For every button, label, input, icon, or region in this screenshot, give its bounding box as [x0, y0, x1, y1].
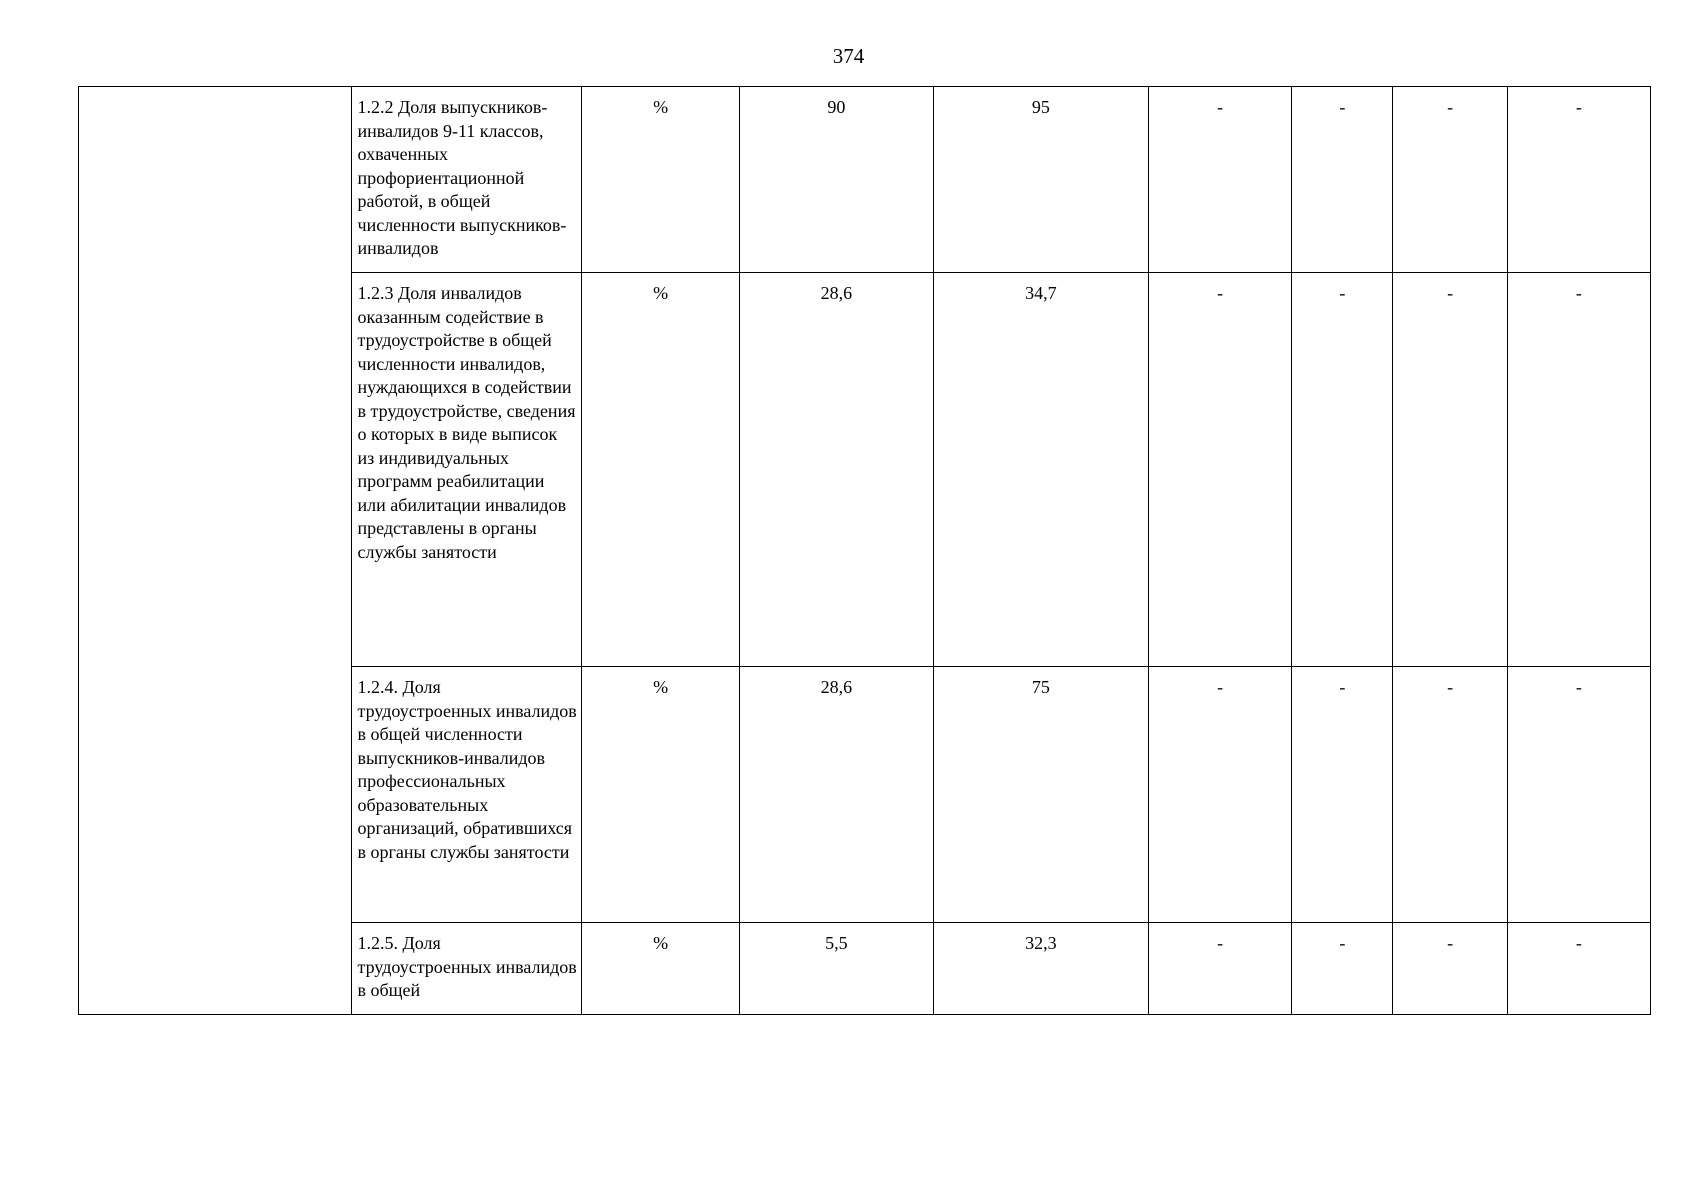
indicator-cell: 1.2.3 Доля инвалидов оказанным содействие в трудоустройстве в общей численности инвалидов, нуждающихся в содействии в трудоустройстве, сведения о которых в виде выписок из индивидуальных программ реабилитации или абилитации инвалидов представлены в органы службы занятости	[351, 273, 581, 667]
value-cell: -	[1149, 87, 1292, 273]
value-cell: -	[1292, 667, 1393, 923]
value-cell: -	[1507, 273, 1650, 667]
value-cell: -	[1149, 923, 1292, 1015]
value-cell: 75	[933, 667, 1148, 923]
value-cell: -	[1149, 667, 1292, 923]
value-cell: 28,6	[740, 667, 933, 923]
value-cell: 28,6	[740, 273, 933, 667]
value-cell: -	[1292, 273, 1393, 667]
value-cell: -	[1507, 87, 1650, 273]
table-row	[79, 87, 1651, 273]
indicator-table	[78, 86, 1651, 1015]
indicator-cell: 1.2.5. Доля трудоустроенных инвалидов в общей	[351, 923, 581, 1015]
value-cell: -	[1393, 87, 1507, 273]
value-cell: 5,5	[740, 923, 933, 1015]
unit-cell: %	[581, 87, 739, 273]
value-cell: -	[1507, 667, 1650, 923]
indicator-cell: 1.2.4. Доля трудоустроенных инвалидов в общей численности выпускников-инвалидов профессиональных образовательных организаций, обратившихся в органы службы занятости	[351, 667, 581, 923]
value-cell: 34,7	[933, 273, 1148, 667]
unit-cell: %	[581, 923, 739, 1015]
page-number: 374	[832, 44, 865, 68]
value-cell: -	[1507, 923, 1650, 1015]
value-cell: -	[1393, 923, 1507, 1015]
value-cell: 90	[740, 87, 933, 273]
empty-first-column-cell	[79, 87, 352, 1015]
value-cell: 95	[933, 87, 1148, 273]
indicator-cell: 1.2.2 Доля выпускников-инвалидов 9-11 классов, охваченных профориентационной работой, в общей численности выпускников-инвалидов	[351, 87, 581, 273]
unit-cell: %	[581, 273, 739, 667]
value-cell: -	[1292, 923, 1393, 1015]
value-cell: 32,3	[933, 923, 1148, 1015]
value-cell: -	[1149, 273, 1292, 667]
unit-cell: %	[581, 667, 739, 923]
value-cell: -	[1393, 273, 1507, 667]
value-cell: -	[1292, 87, 1393, 273]
value-cell: -	[1393, 667, 1507, 923]
